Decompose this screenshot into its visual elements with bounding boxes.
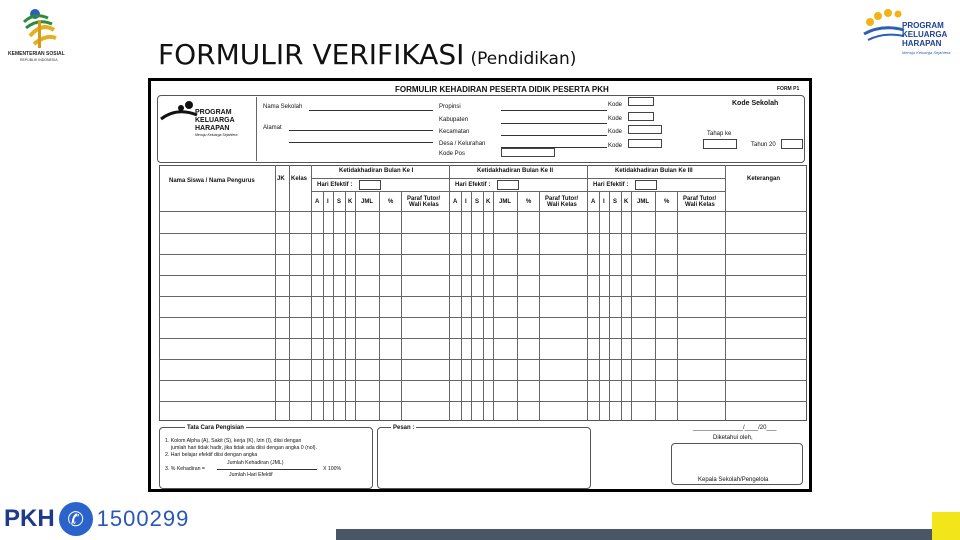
vline-m3-jml xyxy=(655,191,656,421)
phone-icon: ✆ xyxy=(59,502,93,536)
field-alamat-line[interactable] xyxy=(289,130,433,131)
kemensos-logo xyxy=(8,4,78,64)
field-nama-sekolah-line[interactable] xyxy=(309,110,433,111)
label-propinsi: Propinsi xyxy=(439,104,461,110)
hari-efektif-2: Hari Efektif : xyxy=(455,182,491,188)
form-logo-icon xyxy=(159,99,199,121)
instruction-3-numerator: Jumlah Kehadiran (JML) xyxy=(227,460,284,466)
m3-a: A xyxy=(591,199,596,205)
pkh-logo xyxy=(862,8,958,64)
vline-m3-i xyxy=(609,191,610,421)
row-line-1 xyxy=(159,233,807,234)
slide-title-sub: (Pendidikan) xyxy=(470,49,577,69)
vline-m2-k xyxy=(493,191,494,421)
tahap-box[interactable] xyxy=(703,139,737,149)
kode-pos-box[interactable] xyxy=(501,148,555,157)
footer-accent-square xyxy=(932,512,960,540)
field-alamat-line-2[interactable] xyxy=(289,142,433,143)
instructions-title: Tata Cara Pengisian xyxy=(187,425,244,431)
m2-jml: JML xyxy=(499,199,511,205)
hotline-number: 1500299 xyxy=(96,506,190,531)
col-nama: Nama Siswa / Nama Pengurus xyxy=(169,178,255,184)
header-divider xyxy=(256,97,257,161)
hari-efektif-3: Hari Efektif : xyxy=(593,182,629,188)
label-kode-2: Kode xyxy=(608,116,623,122)
attendance-form xyxy=(148,78,812,492)
label-alamat: Alamat xyxy=(263,125,282,131)
label-kode-sekolah: Kode Sekolah xyxy=(732,100,779,107)
m3-pct: % xyxy=(664,199,670,205)
pkh-swirl-icon xyxy=(862,8,906,42)
label-desa: Desa / Kelurahan xyxy=(439,141,486,147)
label-kode-4: Kode xyxy=(608,143,623,149)
m1-a: A xyxy=(315,199,320,205)
instruction-3-prefix: 3. % Kehadiran = xyxy=(165,466,205,472)
label-kabupaten: Kabupaten xyxy=(439,117,469,123)
m2-s: S xyxy=(475,199,480,205)
vline-m1-i xyxy=(333,191,334,421)
form-code: FORM P1 xyxy=(777,86,800,92)
pkh-hotline xyxy=(4,502,189,536)
diketahui-label: Diketahui oleh, xyxy=(713,435,753,441)
form-logo-line1: PROGRAM xyxy=(195,109,232,116)
row-line-5 xyxy=(159,317,807,318)
label-kode-1: Kode xyxy=(608,102,623,108)
m3-i: I xyxy=(603,199,605,205)
label-tahap-ke: Tahap ke xyxy=(707,131,732,137)
m1-pct: % xyxy=(388,199,394,205)
col-jk: JK xyxy=(277,176,285,182)
vline-m3 xyxy=(587,165,588,421)
footer-bar xyxy=(336,529,932,540)
m2-k: K xyxy=(486,199,491,205)
vline-m3-pct xyxy=(677,191,678,421)
kode-propinsi-box[interactable] xyxy=(628,97,654,106)
m3-wali: Wali Kelas xyxy=(685,202,715,208)
m2-i: I xyxy=(465,199,467,205)
vline-m1-k xyxy=(355,191,356,421)
pkh-logo-line3: HARAPAN xyxy=(902,39,942,48)
instruction-2: 2. Hari belajar efektif diisi dengan angka xyxy=(165,452,258,458)
kode-kabupaten-box[interactable] xyxy=(628,112,654,121)
m1-i: I xyxy=(327,199,329,205)
kepala-label: Kepala Sekolah/Pengelola xyxy=(698,477,769,483)
form-pkh-logo xyxy=(159,99,255,149)
kode-desa-box[interactable] xyxy=(628,139,662,148)
slide-title xyxy=(158,38,576,71)
vline-jk xyxy=(289,165,290,421)
field-kabupaten-line[interactable] xyxy=(501,123,607,124)
row-line-8 xyxy=(159,380,807,381)
col-kelas: Kelas xyxy=(291,176,308,182)
vline-m2 xyxy=(449,165,450,421)
fraction-line xyxy=(217,469,317,470)
date-line: _______________/____/20___ xyxy=(693,425,777,431)
field-propinsi-line[interactable] xyxy=(501,110,607,111)
vline-m2-a xyxy=(461,191,462,421)
slide-title-main: FORMULIR VERIFIKASI xyxy=(158,38,465,71)
m1-paraf: Paraf Tutor/ xyxy=(407,196,441,202)
pesan-label: Pesan : xyxy=(393,425,415,431)
kemensos-caption: KEMENTERIAN SOSIAL xyxy=(8,51,65,57)
instruction-1a: 1. Kolom Alpha (A), Sakit (S), kerja (K), Izin (I), diisi dengan xyxy=(165,438,302,444)
vline-m1-s xyxy=(345,191,346,421)
instruction-3-denominator: Jumlah Hari Efektif xyxy=(229,472,273,478)
vline-kelas xyxy=(311,165,312,421)
label-nama-sekolah: Nama Sekolah xyxy=(263,104,303,110)
row-line-3 xyxy=(159,275,807,276)
m1-jml: JML xyxy=(361,199,373,205)
instruction-1b: jumlah hari tidak hadir, jika tidak ada diisi dengan angka 0 (nol). xyxy=(171,445,317,451)
form-logo-line3: HARAPAN xyxy=(195,125,230,132)
label-kode-3: Kode xyxy=(608,129,623,135)
vline-m1-a xyxy=(323,191,324,421)
hari-efektif-3-box[interactable] xyxy=(635,180,657,190)
vline-m1-pct xyxy=(401,191,402,421)
label-kecamatan: Kecamatan xyxy=(439,129,470,135)
m2-paraf: Paraf Tutor/ xyxy=(545,196,579,202)
field-kecamatan-line[interactable] xyxy=(501,135,607,136)
m3-s: S xyxy=(613,199,618,205)
label-tahun: Tahun 20 xyxy=(751,142,776,148)
m2-pct: % xyxy=(526,199,532,205)
row-line-4 xyxy=(159,296,807,297)
vline-m3-s xyxy=(621,191,622,421)
month-header-line xyxy=(311,178,725,179)
hari-efektif-1: Hari Efektif : xyxy=(317,182,353,188)
pesan-box[interactable] xyxy=(377,427,591,489)
vline-nama xyxy=(275,165,276,421)
kemensos-caption-2: REPUBLIK INDONESIA xyxy=(20,58,58,62)
kode-kecamatan-box[interactable] xyxy=(628,125,662,134)
instruction-3-multiplier: X 100% xyxy=(323,466,342,472)
kemensos-emblem-icon xyxy=(8,4,78,52)
pkh-logo-line1: PROGRAM xyxy=(902,21,944,30)
m2-wali: Wali Kelas xyxy=(547,202,577,208)
vline-m2-jml xyxy=(517,191,518,421)
m3-paraf: Paraf Tutor/ xyxy=(683,196,717,202)
form-logo-line2: KELUARGA xyxy=(195,117,235,124)
vline-ket xyxy=(725,165,726,421)
col-keterangan: Keterangan xyxy=(747,176,781,182)
m1-wali: Wali Kelas xyxy=(409,202,439,208)
pkh-logo-line2: KELUARGA xyxy=(902,30,948,39)
m3-jml: JML xyxy=(637,199,649,205)
vline-m2-i xyxy=(471,191,472,421)
hari-efektif-line xyxy=(311,191,725,192)
hari-efektif-2-box[interactable] xyxy=(497,180,519,190)
hari-efektif-1-box[interactable] xyxy=(359,180,381,190)
row-line-6 xyxy=(159,338,807,339)
vline-m2-s xyxy=(483,191,484,421)
m2-a: A xyxy=(453,199,458,205)
vline-m3-a xyxy=(599,191,600,421)
form-heading: FORMULIR KEHADIRAN PESERTA DIDIK PESERTA PKH xyxy=(395,85,609,94)
month1-header: Ketidakhadiran Bulan Ke I xyxy=(339,168,414,174)
form-logo-tagline: Menuju Keluarga Sejahtera xyxy=(195,133,238,137)
month2-header: Ketidakhadiran Bulan Ke II xyxy=(477,168,554,174)
m1-k: K xyxy=(348,199,353,205)
pkh-logo-tagline: Menuju Keluarga Sejahtera xyxy=(902,50,951,55)
m3-k: K xyxy=(624,199,629,205)
month3-header: Ketidakhadiran Bulan Ke III xyxy=(615,168,693,174)
vline-m3-k xyxy=(631,191,632,421)
row-line-2 xyxy=(159,254,807,255)
hotline-brand: PKH xyxy=(4,505,55,532)
vline-m2-pct xyxy=(539,191,540,421)
tahun-box[interactable] xyxy=(781,139,803,149)
m1-s: S xyxy=(337,199,342,205)
row-line-7 xyxy=(159,359,807,360)
row-line-9 xyxy=(159,401,807,402)
vline-m1-jml xyxy=(379,191,380,421)
label-kode-pos: Kode Pos xyxy=(439,151,466,157)
